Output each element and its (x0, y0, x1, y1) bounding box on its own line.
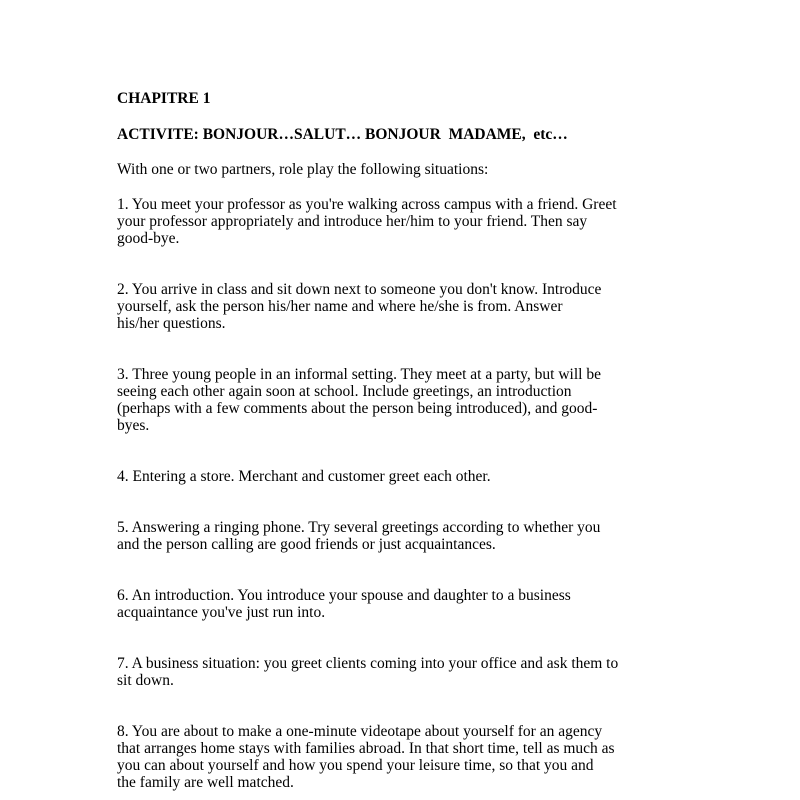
situation-line: 5. Answering a ringing phone. Try several greetings according to whether you (117, 519, 601, 536)
situation-item-6 (117, 587, 697, 621)
document-body (117, 90, 697, 791)
situation-line: his/her questions. (117, 315, 226, 332)
situation-line: good-bye. (117, 230, 180, 247)
situation-item-7 (117, 655, 697, 689)
chapter-heading: CHAPITRE 1 (117, 90, 211, 107)
situation-item-5 (117, 519, 697, 553)
situation-line: yourself, ask the person his/her name and where he/she is from. Answer (117, 298, 563, 315)
situation-line: 7. A business situation: you greet clients coming into your office and ask them to (117, 655, 619, 672)
situation-line: your professor appropriately and introduce her/him to your friend. Then say (117, 213, 588, 230)
situation-item-3 (117, 366, 697, 434)
situation-item-2 (117, 281, 697, 332)
situation-line: 8. You are about to make a one-minute videotape about yourself for an agency (117, 723, 603, 740)
situation-line: 2. You arrive in class and sit down next to someone you don't know. Introduce (117, 281, 602, 298)
situation-line: byes. (117, 417, 150, 434)
situation-line: sit down. (117, 672, 174, 689)
situation-item-1 (117, 196, 697, 247)
situation-item-8 (117, 723, 697, 791)
situation-line: 3. Three young people in an informal setting. They meet at a party, but will be (117, 366, 601, 383)
situation-line: the family are well matched. (117, 774, 294, 791)
situation-line: 4. Entering a store. Merchant and customer greet each other. (117, 468, 491, 485)
situation-line: (perhaps with a few comments about the person being introduced), and good- (117, 400, 598, 417)
situation-line: you can about yourself and how you spend your leisure time, so that you and (117, 757, 594, 774)
situation-line: 6. An introduction. You introduce your spouse and daughter to a business (117, 587, 571, 604)
instructions-text: With one or two partners, role play the following situations: (117, 161, 489, 178)
situation-item-4 (117, 468, 697, 485)
situation-line: acquaintance you've just run into. (117, 604, 326, 621)
situation-line: 1. You meet your professor as you're walking across campus with a friend. Greet (117, 196, 617, 213)
situation-line: seeing each other again soon at school. Include greetings, an introduction (117, 383, 572, 400)
activity-title: ACTIVITE: BONJOUR…SALUT… BONJOUR MADAME, etc… (117, 126, 568, 143)
situation-line: that arranges home stays with families abroad. In that short time, tell as much as (117, 740, 615, 757)
situation-line: and the person calling are good friends or just acquaintances. (117, 536, 496, 553)
